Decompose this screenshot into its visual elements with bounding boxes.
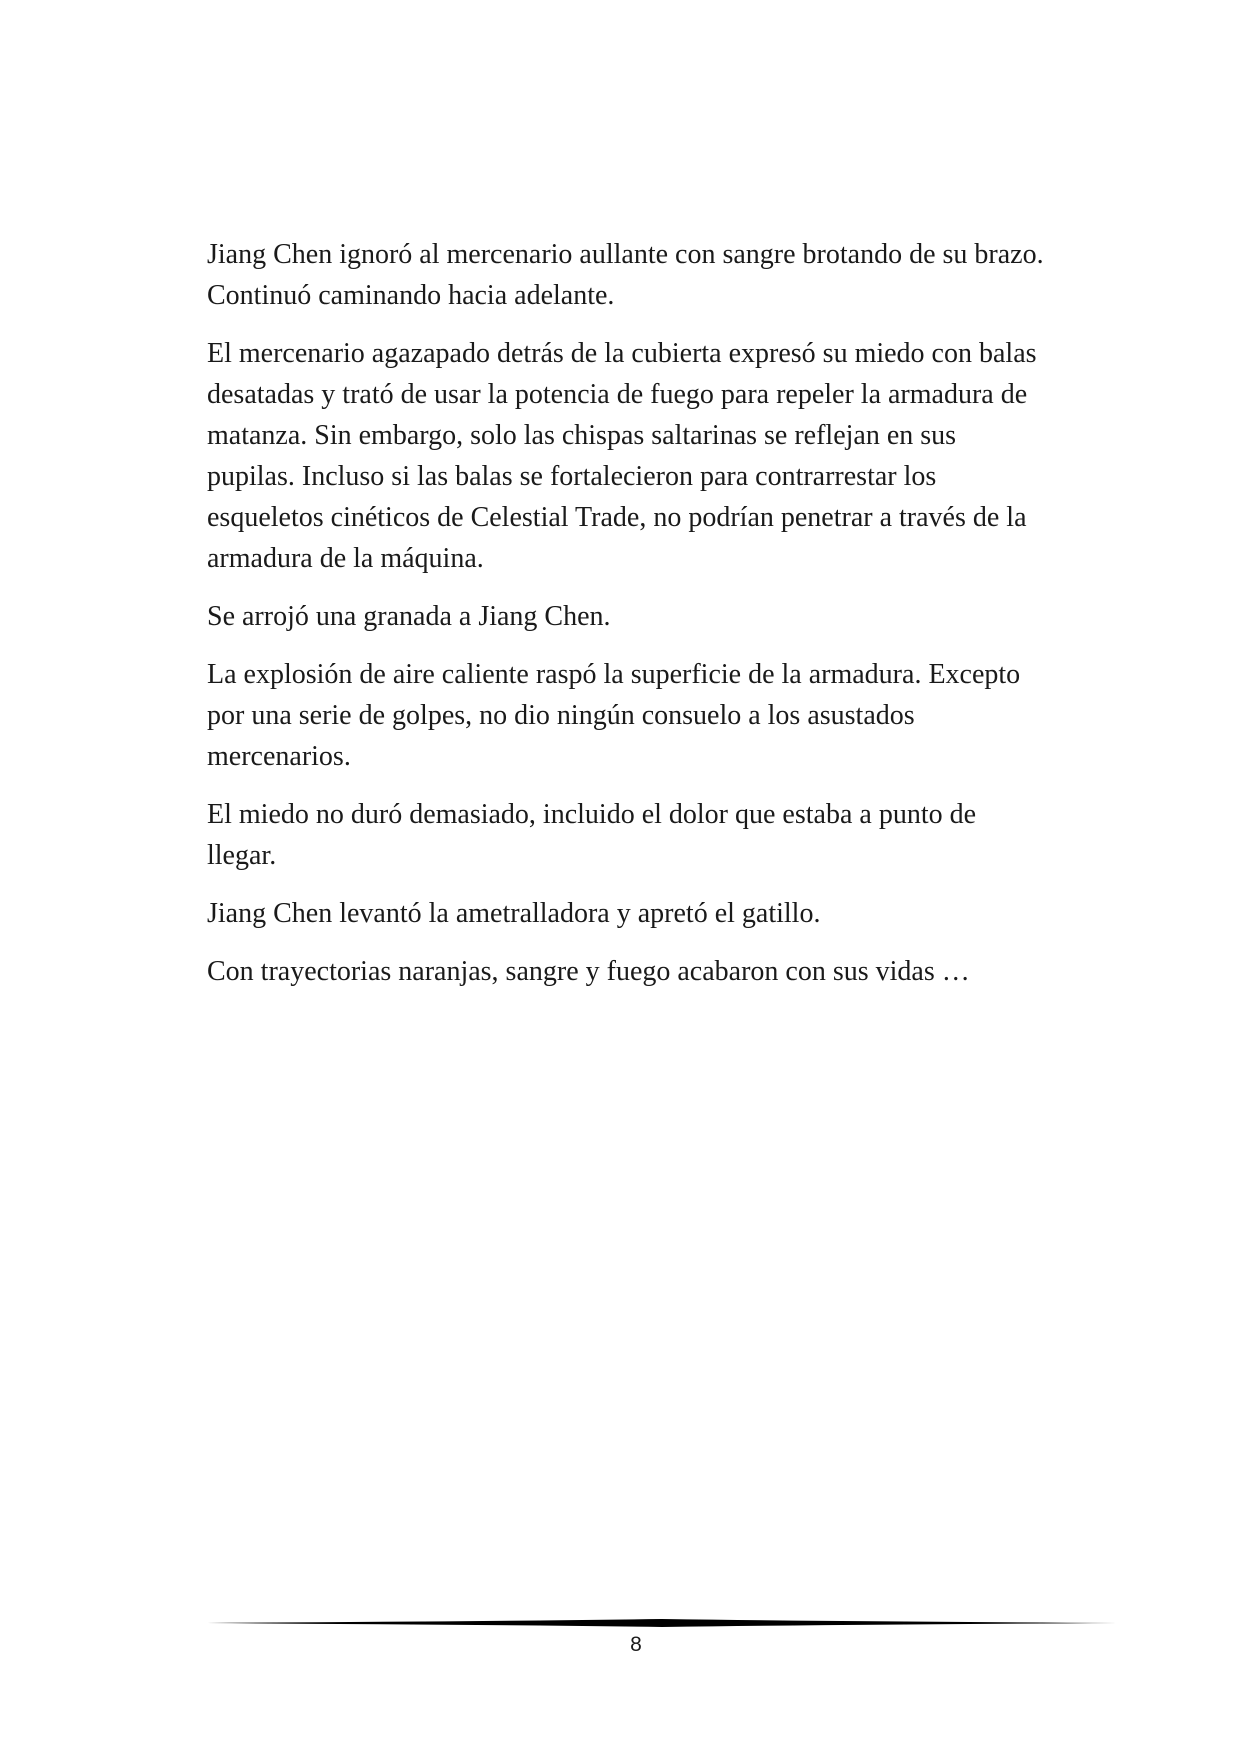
- paragraph-5: El miedo no duró demasiado, incluido el dolor que estaba a punto de llegar.: [207, 799, 977, 871]
- paragraph-6: Jiang Chen levantó la ametralladora y apretó el gatillo.: [207, 898, 821, 929]
- paragraph-3: Se arrojó una granada a Jiang Chen.: [207, 601, 611, 632]
- paragraph-2: El mercenario agazapado detrás de la cubierta expresó su miedo con balas desatadas y trató de usar la potencia de fuego para repeler la armadura de matanza. Sin embargo, solo las chispas saltarinas se reflejan en sus pupilas. Incluso si las balas se fortalecieron para contrarrestar los esqueletos cinéticos de Celestial Trade, no podrían penetrar a través de la armadura de la máquina.: [207, 338, 1037, 574]
- body-text: [207, 234, 1047, 1009]
- paragraph-4: La explosión de aire caliente raspó la superficie de la armadura. Excepto por una serie de golpes, no dio ningún consuelo a los asustados mercenarios.: [207, 659, 1021, 772]
- page-number: 8: [630, 1633, 642, 1656]
- paragraph-1: Jiang Chen ignoró al mercenario aullante con sangre brotando de su brazo. Continuó caminando hacia adelante.: [207, 239, 1044, 311]
- paragraph-7: Con trayectorias naranjas, sangre y fuego acabaron con sus vidas …: [207, 956, 970, 987]
- footer-divider: [207, 1617, 1117, 1629]
